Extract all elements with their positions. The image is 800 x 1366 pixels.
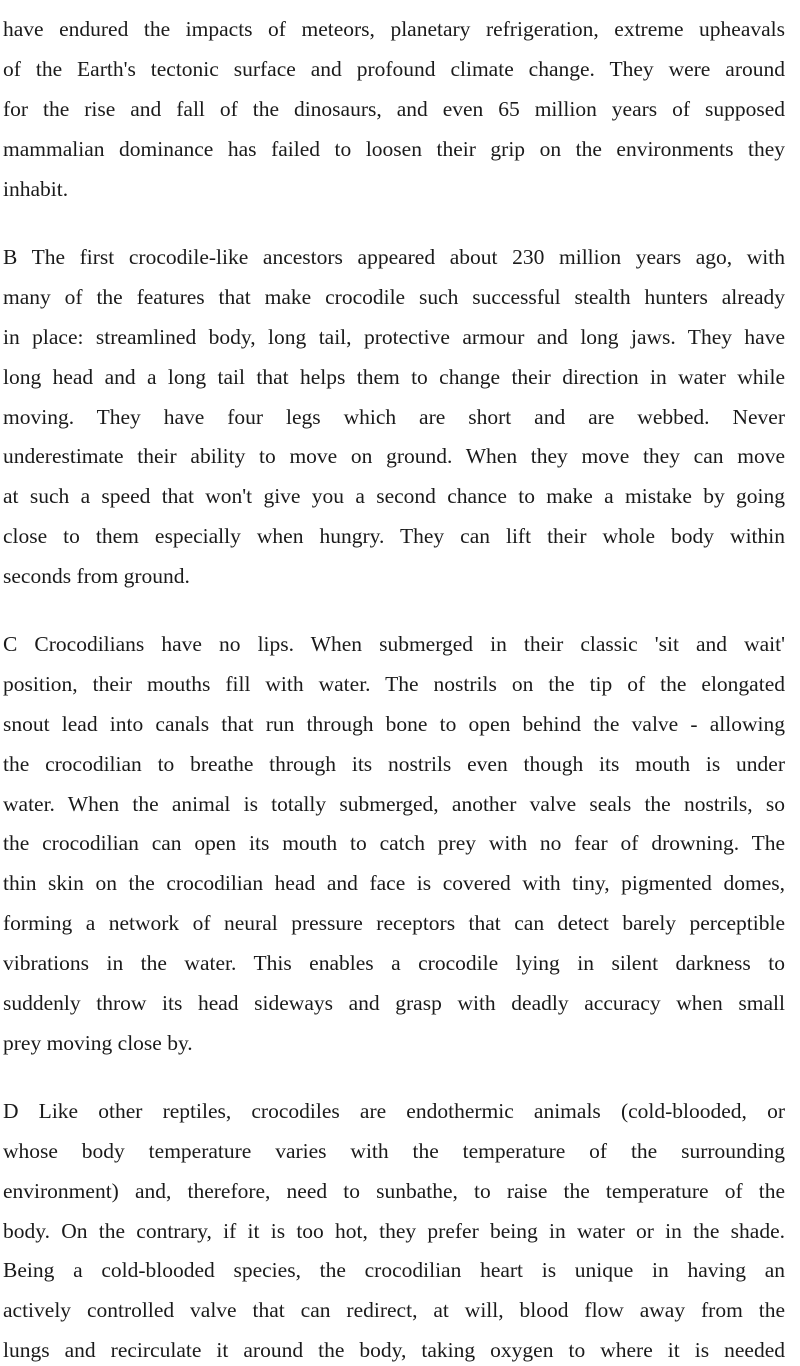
text-line: Being a cold-blooded species, the crocodilian heart is unique in having an	[3, 1258, 785, 1282]
text-line: seconds from ground.	[3, 564, 190, 588]
text-line: thin skin on the crocodilian head and face is covered with tiny, pigmented domes,	[3, 871, 785, 895]
text-line: lungs and recirculate it around the body, taking oxygen to where it is needed	[3, 1338, 785, 1362]
text-line: prey moving close by.	[3, 1031, 193, 1055]
text-line: at such a speed that won't give you a second chance to make a mistake by going	[3, 484, 785, 508]
text-line: body. On the contrary, if it is too hot, they prefer being in water or in the shade.	[3, 1219, 785, 1243]
text-line: for the rise and fall of the dinosaurs, and even 65 million years of supposed	[3, 97, 785, 121]
text-line: snout lead into canals that run through bone to open behind the valve - allowing	[3, 712, 785, 736]
text-line: position, their mouths fill with water. The nostrils on the tip of the elongated	[3, 672, 785, 696]
text-line: vibrations in the water. This enables a crocodile lying in silent darkness to	[3, 951, 785, 975]
text-line: of the Earth's tectonic surface and profound climate change. They were around	[3, 57, 785, 81]
text-line: long head and a long tail that helps them to change their direction in water while	[3, 365, 785, 389]
text-line: close to them especially when hungry. They can lift their whole body within	[3, 524, 785, 548]
text-line: inhabit.	[3, 177, 69, 201]
text-line: water. When the animal is totally submerged, another valve seals the nostrils, so	[3, 792, 785, 816]
text-line: in place: streamlined body, long tail, protective armour and long jaws. They have	[3, 325, 785, 349]
text-line: the crocodilian can open its mouth to catch prey with no fear of drowning. The	[3, 831, 785, 855]
text-line: D Like other reptiles, crocodiles are endothermic animals (cold-blooded, or	[3, 1099, 785, 1123]
text-line: forming a network of neural pressure receptors that can detect barely perceptible	[3, 911, 785, 935]
text-line: whose body temperature varies with the temperature of the surrounding	[3, 1139, 785, 1163]
text-line: underestimate their ability to move on ground. When they move they can move	[3, 444, 785, 468]
text-line: mammalian dominance has failed to loosen their grip on the environments they	[3, 137, 785, 161]
text-line: have endured the impacts of meteors, planetary refrigeration, extreme upheavals	[3, 17, 785, 41]
text-line: environment) and, therefore, need to sunbathe, to raise the temperature of the	[3, 1179, 785, 1203]
text-line: C Crocodilians have no lips. When submerged in their classic 'sit and wait'	[3, 632, 785, 656]
text-line: many of the features that make crocodile such successful stealth hunters already	[3, 285, 785, 309]
text-line: moving. They have four legs which are short and are webbed. Never	[3, 405, 785, 429]
text-line: the crocodilian to breathe through its nostrils even though its mouth is under	[3, 752, 785, 776]
text-line: B The first crocodile-like ancestors appeared about 230 million years ago, with	[3, 245, 785, 269]
text-line: actively controlled valve that can redirect, at will, blood flow away from the	[3, 1298, 785, 1322]
text-line: suddenly throw its head sideways and grasp with deadly accuracy when small	[3, 991, 785, 1015]
